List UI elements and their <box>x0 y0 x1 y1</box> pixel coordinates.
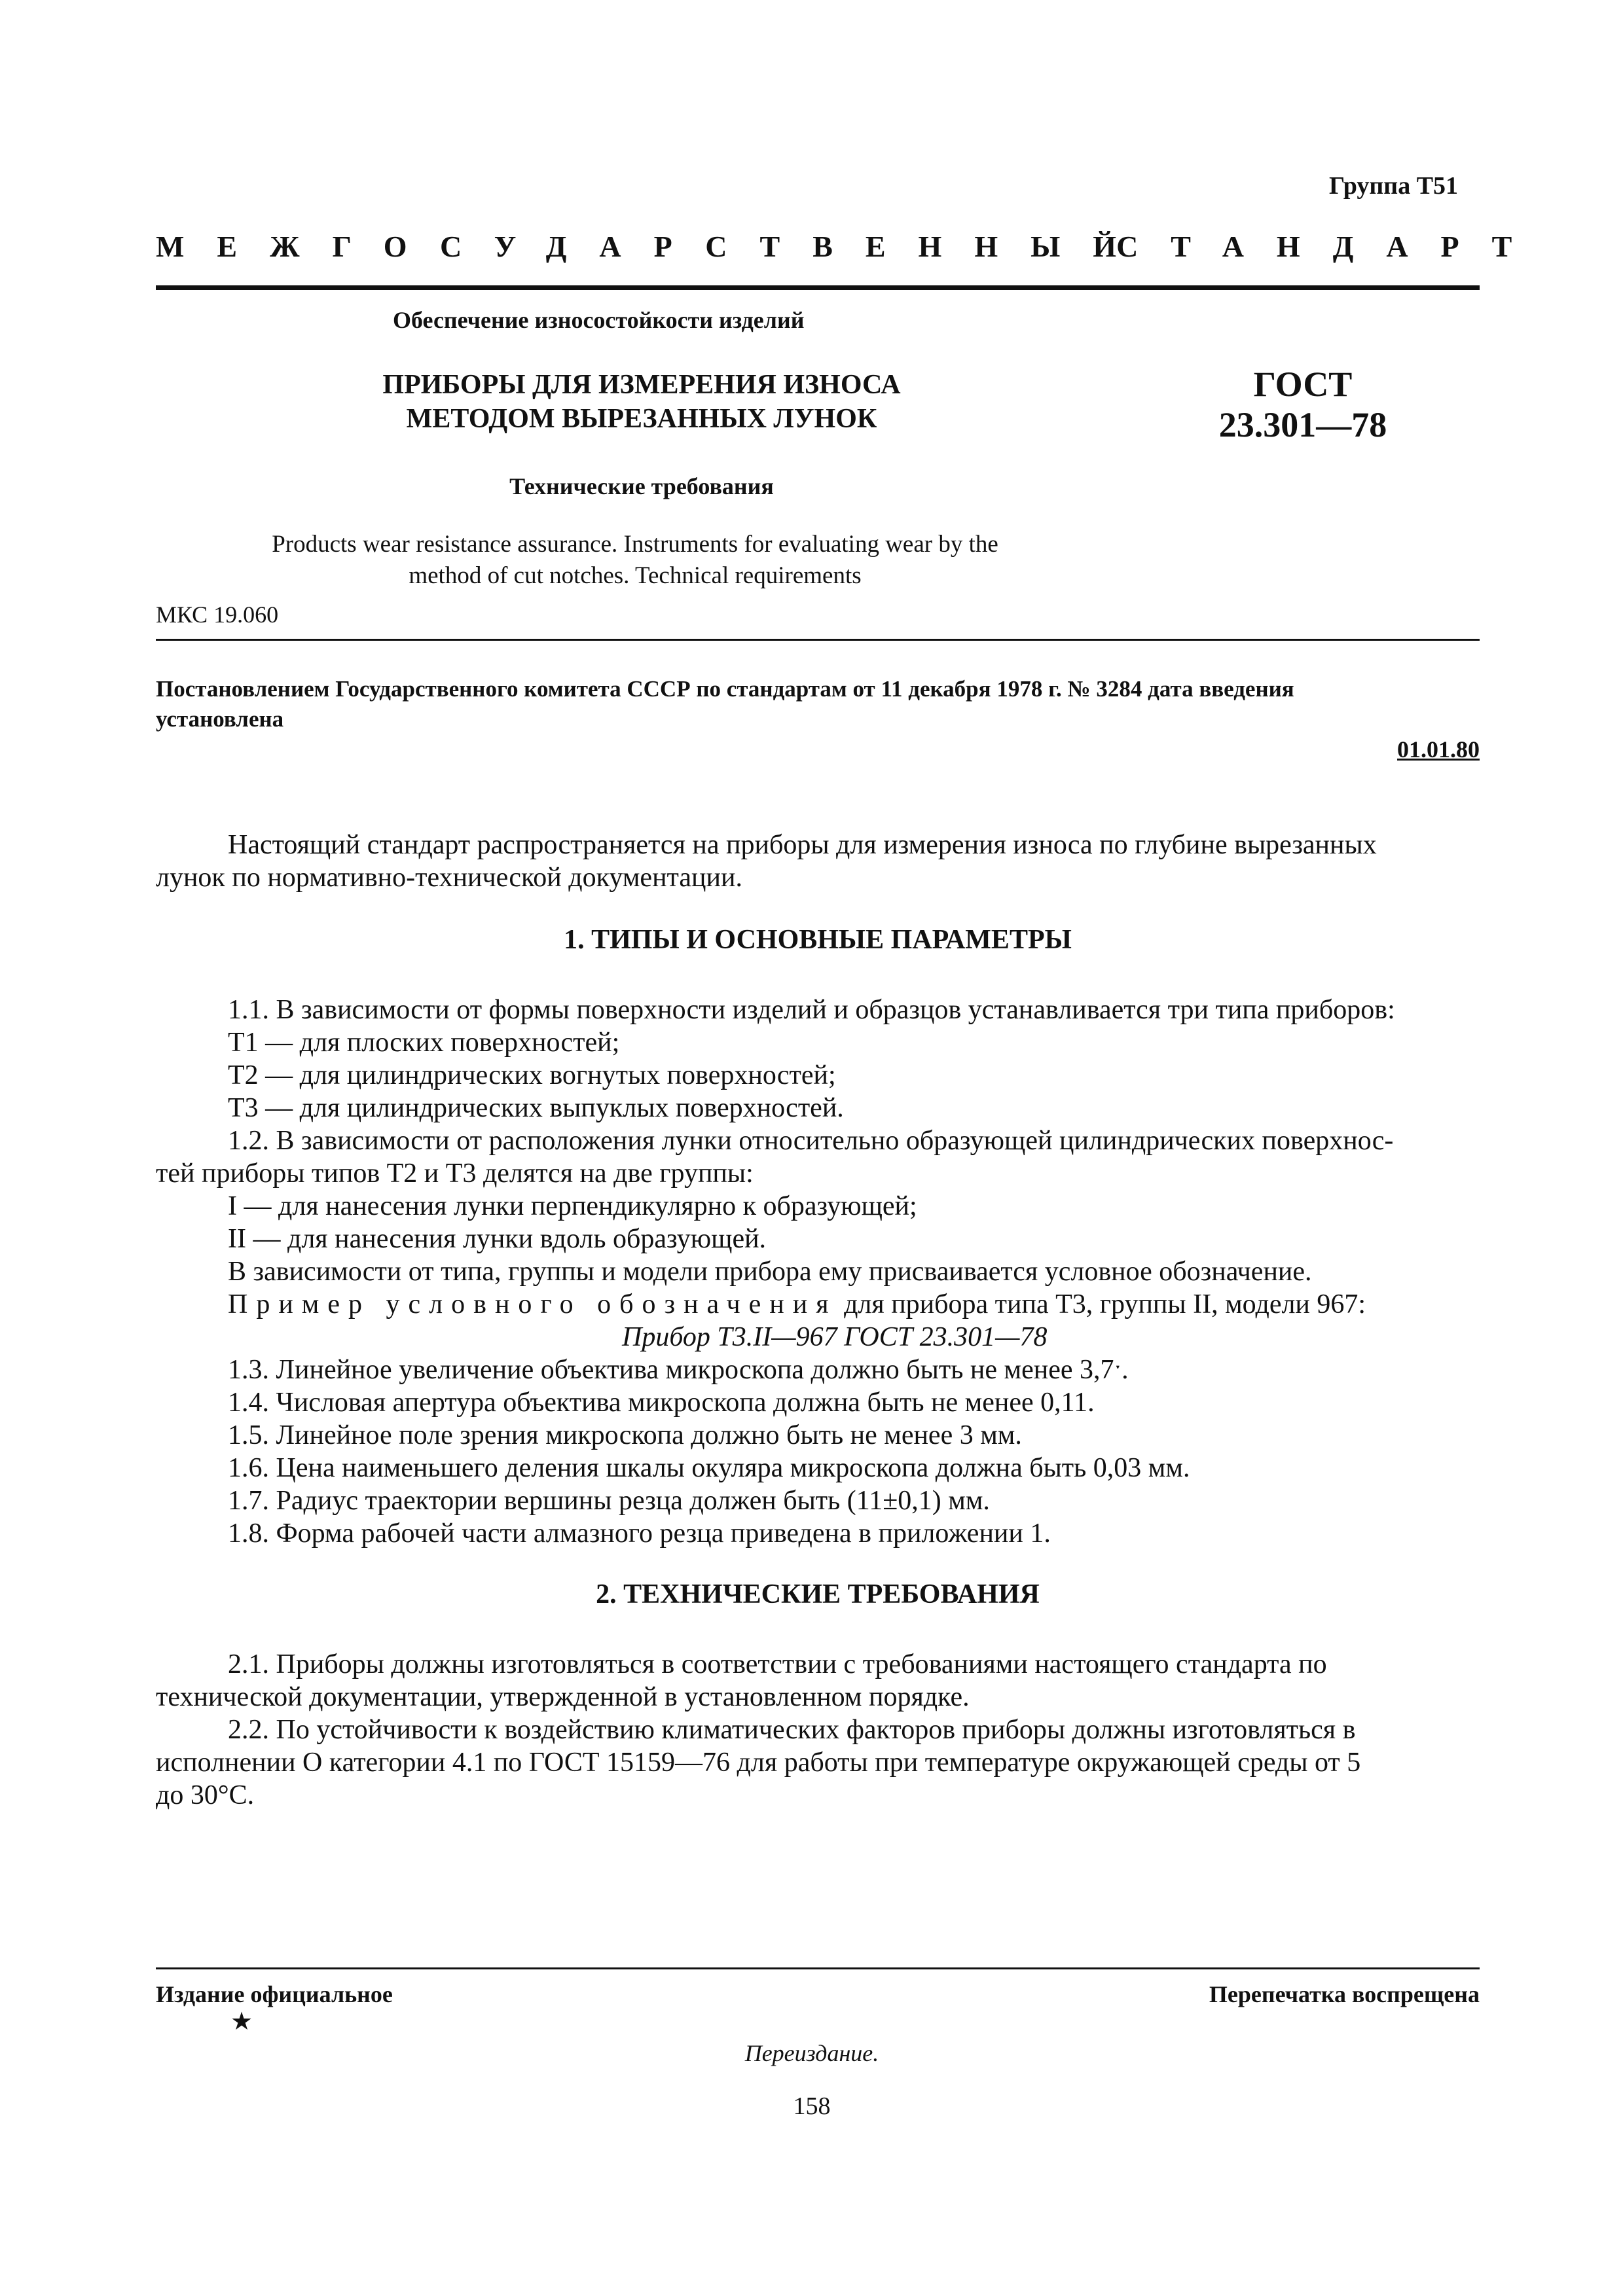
decree-line-2: установлена <box>156 706 284 732</box>
group-label: Группа Т51 <box>1329 172 1459 200</box>
banner-word-2: СТАНДАР <box>1116 230 1492 263</box>
title-line-1: ПРИБОРЫ ДЛЯ ИЗМЕРЕНИЯ ИЗНОСА <box>382 370 901 400</box>
english-title-line-1: Products wear resistance assurance. Instruments for evaluating wear by the <box>272 531 998 558</box>
clause-2-2-line-2: исполнении О категории 4.1 по ГОСТ 15159—76 для работы при температуре окружающей среды от 5 <box>156 1748 1361 1778</box>
type-t2: Т2 — для цилиндрических вогнутых поверхностей; <box>228 1060 836 1090</box>
document-title <box>282 368 1002 436</box>
designation-example-label: Пример условного обозначения <box>228 1289 837 1319</box>
clause-1-4: 1.4. Числовая апертура объектива микроскопа должна быть не менее 0,11. <box>228 1388 1095 1418</box>
title-line-2: МЕТОДОМ ВЫРЕЗАННЫХ ЛУНОК <box>406 404 877 434</box>
footer-rule <box>156 1967 1480 1969</box>
title-rule <box>156 639 1480 641</box>
series-title: Обеспечение износостойкости изделий <box>393 307 805 333</box>
clause-1-2-line-1: 1.2. В зависимости от расположения лунки относительно образующей цилиндрических поверхнос- <box>228 1126 1394 1156</box>
clause-1-8: 1.8. Форма рабочей части алмазного резца приведена в приложении 1. <box>228 1518 1051 1549</box>
group-ii: II — для нанесения лунки вдоль образующей. <box>228 1224 767 1254</box>
clause-1-6: 1.6. Цена наименьшего деления шкалы окуляра микроскопа должна быть 0,03 мм. <box>228 1453 1190 1483</box>
star-icon: ★ <box>230 2008 253 2036</box>
standard-banner <box>156 229 1512 264</box>
document-subtitle: Технические требования <box>509 473 774 499</box>
designation-example-rest: для прибора типа Т3, группы II, модели 967: <box>837 1289 1366 1319</box>
section-1-heading: 1. ТИПЫ И ОСНОВНЫЕ ПАРАМЕТРЫ <box>564 925 1072 955</box>
group-i: I — для нанесения лунки перпендикулярно к образующей; <box>228 1191 917 1221</box>
gost-designation <box>1178 364 1427 445</box>
designation-example <box>228 1288 1552 1321</box>
reissue-note: Переиздание. <box>744 2040 879 2066</box>
reprint-prohibited: Перепечатка воспрещена <box>1209 1981 1480 2007</box>
top-rule <box>156 285 1480 290</box>
clause-1-2-line-2: тей приборы типов Т2 и Т3 делятся на две группы: <box>156 1158 754 1189</box>
banner-word-1: МЕЖГОСУДАРСТВЕННЫ <box>156 230 1093 263</box>
clause-1-5: 1.5. Линейное поле зрения микроскопа должно быть не менее 3 мм. <box>228 1420 1022 1450</box>
type-t3: Т3 — для цилиндрических выпуклых поверхностей. <box>228 1093 844 1123</box>
section-2-heading: 2. ТЕХНИЧЕСКИЕ ТРЕБОВАНИЯ <box>596 1579 1040 1609</box>
clause-2-1-line-2: технической документации, утвержденной в установленном порядке. <box>156 1682 970 1712</box>
clause-1-3: 1.3. Линейное увеличение объектива микроскопа должно быть не менее 3,7ˑ. <box>228 1355 1129 1385</box>
designation-example-value: Прибор Т3.II—967 ГОСТ 23.301—78 <box>622 1322 1048 1352</box>
clause-1-1: 1.1. В зависимости от формы поверхности изделий и образцов устанавливается три типа приборов: <box>228 995 1395 1025</box>
decree-text <box>156 674 1480 734</box>
designation-note: В зависимости от типа, группы и модели прибора ему присваивается условное обозначение. <box>228 1257 1312 1287</box>
gost-number: 23.301—78 <box>1218 405 1387 444</box>
clause-2-2-line-1: 2.2. По устойчивости к воздействию климатических факторов приборы должны изготовляться в <box>228 1715 1356 1745</box>
decree-line-1: Постановлением Государственного комитета СССР по стандартам от 11 декабря 1978 г. № 3284 дата введения <box>156 676 1294 702</box>
type-t1: Т1 — для плоских поверхностей; <box>228 1028 620 1058</box>
introduction-date: 01.01.80 <box>1397 736 1480 762</box>
page-number: 158 <box>793 2092 831 2120</box>
clause-2-1-line-1: 2.1. Приборы должны изготовляться в соответствии с требованиями настоящего стандарта по <box>228 1649 1327 1679</box>
official-edition: Издание официальное <box>156 1981 393 2007</box>
intro-line-2: лунок по нормативно-технической документации. <box>156 863 742 893</box>
english-title-line-2: method of cut notches. Technical requirements <box>409 562 862 589</box>
intro-line-1: Настоящий стандарт распространяется на приборы для измерения износа по глубине вырезанных <box>228 830 1377 860</box>
banner-word-2-last: Т <box>1491 230 1512 263</box>
clause-2-2-line-3: до 30°С. <box>156 1780 255 1810</box>
english-title <box>196 529 1074 592</box>
banner-word-1-last: Й <box>1093 230 1117 263</box>
gost-label: ГОСТ <box>1253 365 1353 404</box>
mks-code: МКС 19.060 <box>156 601 279 628</box>
clause-1-7: 1.7. Радиус траектории вершины резца должен быть (11±0,1) мм. <box>228 1486 990 1516</box>
